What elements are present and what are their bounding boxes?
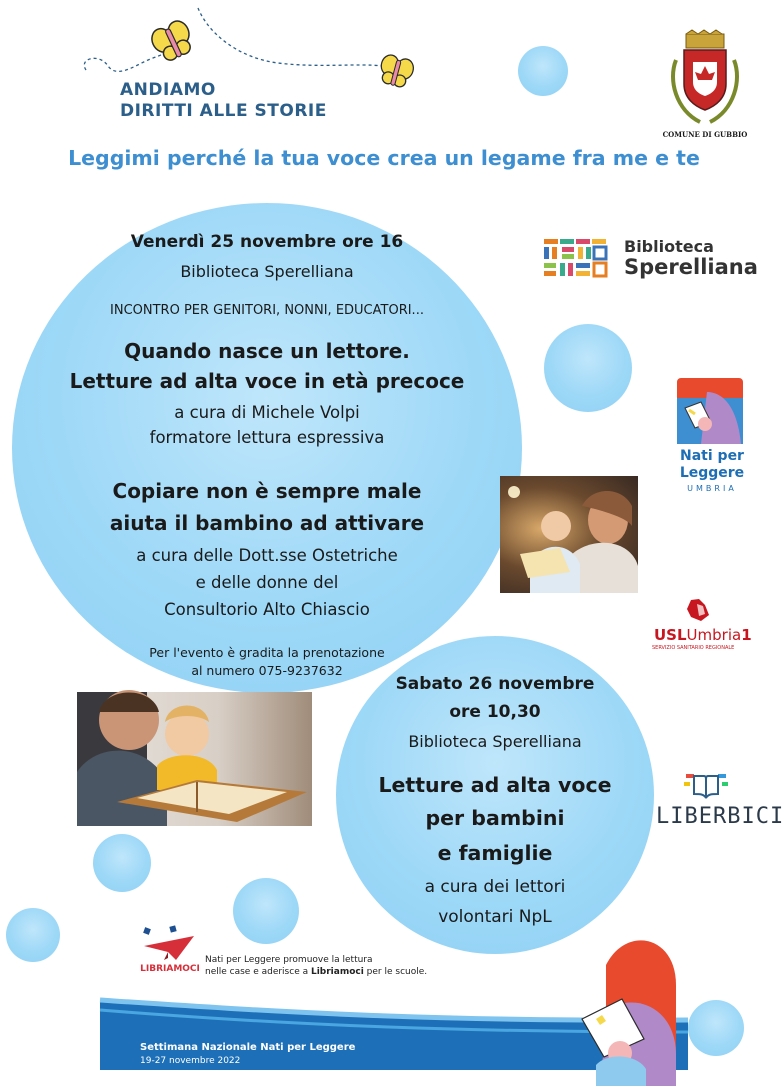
libriamoci-logo (138, 926, 202, 982)
umbria-label: Umbria (686, 626, 742, 644)
nati-per-leggere-umbria-logo (672, 378, 752, 498)
decorative-bubble (518, 46, 568, 96)
campaign-line2: DIRITTI ALLE STORIE (120, 101, 327, 121)
talk2-title-line1: Copiare non è sempre male (112, 479, 422, 503)
usl-umbria1-logo (652, 598, 752, 656)
booking-line2: al numero 075-9237632 (191, 663, 343, 678)
footer-promo (205, 954, 427, 978)
decorative-bubble (93, 834, 151, 892)
event2-by-line1: a cura dei lettori (424, 877, 566, 897)
liberbici-logo (656, 770, 784, 834)
npl-label-1: Nati per (680, 448, 744, 464)
npl-label-3: UMBRIA (687, 484, 737, 493)
usl-subtitle: SERVIZIO SANITARIO REGIONALE (652, 645, 735, 651)
footer-promo-libriamoci: Libriamoci (310, 967, 364, 977)
umbria-region-icon (685, 598, 711, 622)
library-mark-icon (542, 237, 618, 283)
talk2-by-line1: a cura delle Dott.sse Ostetriche (136, 546, 398, 565)
campaign-line1: ANDIAMO (120, 80, 216, 100)
talk2-by-line2: e delle donne del (195, 573, 339, 592)
campaign-logo (78, 8, 428, 128)
liberbici-label: LIBERBICI (656, 804, 784, 829)
footer-promo-line2 (205, 966, 427, 978)
event2-by-line2: volontari NpL (438, 907, 552, 927)
decorative-bubble (544, 324, 632, 412)
talk2-title-line2: aiuta il bambino ad attivare (109, 511, 425, 535)
event1-content (12, 203, 522, 693)
event2-venue: Biblioteca Sperelliana (408, 732, 582, 751)
footer-dates: 19-27 novembre 2022 (140, 1056, 241, 1066)
biblioteca-label-1: Biblioteca (624, 237, 714, 256)
footer-promo-line1: Nati per Leggere promuove la lettura (205, 955, 373, 965)
biblioteca-label-2: Sperelliana (624, 255, 758, 279)
event2-title-line1: Letture ad alta voce (378, 773, 612, 797)
talk1-title-line1: Quando nasce un lettore. (124, 339, 410, 363)
event2-date: Sabato 26 novembre (395, 674, 595, 694)
decorative-bubble (6, 908, 60, 962)
usl-number: 1 (741, 626, 752, 644)
npl-mother-child-illustration (576, 935, 676, 1086)
mother-baby-reading-photo (500, 476, 638, 593)
talk1-by-line1: a cura di Michele Volpi (174, 403, 360, 422)
father-child-reading-photo (77, 692, 312, 826)
event1-audience: INCONTRO PER GENITORI, NONNI, EDUCATORI... (110, 303, 424, 318)
event2-content (336, 636, 654, 954)
footer-promo-line2-a: nelle case e aderisce a (205, 967, 311, 977)
crest-icon (660, 30, 750, 130)
decorative-bubble (688, 1000, 744, 1056)
talk1-title-line2: Letture ad alta voce in età precoce (69, 369, 465, 393)
usl-label: USL (654, 626, 687, 644)
event1-date: Venerdì 25 novembre ore 16 (130, 232, 404, 252)
decorative-bubble (233, 878, 299, 944)
tagline: Leggimi perché la tua voce crea un legame fra me e te (68, 146, 700, 170)
footer-promo-line2-c: per le scuole. (363, 967, 428, 977)
libriamoci-label: LIBRIAMOCI (140, 964, 200, 974)
biblioteca-sperelliana-logo (542, 235, 764, 285)
paper-plane-icon (140, 926, 200, 962)
booking-line1: Per l'evento è gradita la prenotazione (149, 645, 385, 660)
crest-caption: COMUNE DI GUBBIO (662, 130, 748, 139)
event2-title-line3: e famiglie (437, 841, 553, 865)
npl-reading-icon (677, 378, 743, 444)
talk2-by-line3: Consultorio Alto Chiascio (164, 600, 370, 619)
open-book-icon (682, 770, 730, 800)
gubbio-crest (660, 30, 750, 145)
npl-label-2: Leggere (679, 465, 745, 481)
event2-title-line2: per bambini (425, 806, 565, 830)
talk1-by-line2: formatore lettura espressiva (149, 428, 385, 447)
event1-venue: Biblioteca Sperelliana (180, 262, 354, 281)
footer-week: Settimana Nazionale Nati per Leggere (140, 1042, 356, 1053)
event2-time: ore 10,30 (449, 702, 541, 722)
